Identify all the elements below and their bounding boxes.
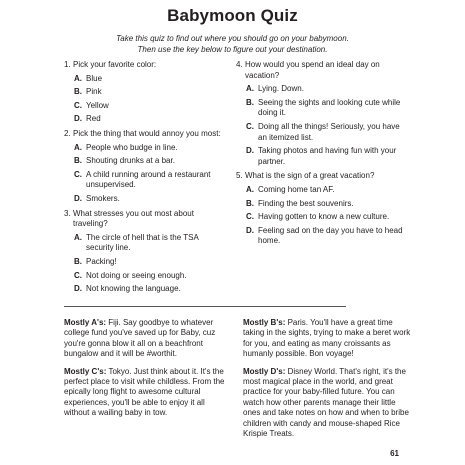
- answer-option: [74, 284, 224, 295]
- option-text: Smokers.: [86, 193, 120, 203]
- option-letter: A.: [74, 73, 82, 83]
- answer-option: [74, 194, 224, 205]
- key-text: Fiji. Say goodbye to whatever college fund you've saved up for Baby, cuz you're gonna blow it all on a beachfront bungalow and it will be #worthit.: [64, 318, 216, 359]
- questions-right-column: [236, 60, 408, 251]
- option-letter: C.: [246, 121, 254, 131]
- key-mostly-d: [243, 367, 411, 440]
- question-text: Pick your favorite color:: [73, 60, 157, 69]
- key-label: Mostly B's:: [243, 318, 286, 327]
- option-text: Not knowing the language.: [86, 284, 181, 294]
- answer-option: [74, 170, 224, 191]
- answer-option: [74, 74, 224, 85]
- question-4: [236, 60, 408, 167]
- option-text: Feeling sad on the day you have to head home.: [258, 225, 403, 246]
- answer-option: [74, 101, 224, 112]
- option-letter: D.: [74, 284, 82, 294]
- answer-option: [246, 199, 408, 210]
- key-mostly-b: [243, 318, 411, 360]
- option-text: People who budge in line.: [86, 142, 178, 152]
- key-label: Mostly A's:: [64, 318, 107, 327]
- question-number: 5.: [236, 171, 243, 181]
- question-text: Pick the thing that would annoy you most:: [73, 128, 221, 138]
- option-text: Having gotten to know a new culture.: [258, 212, 390, 222]
- question-number: 4.: [236, 60, 243, 69]
- question-2: [64, 129, 224, 205]
- answer-option: [246, 84, 408, 95]
- answer-option: [246, 226, 408, 247]
- quiz-intro: [40, 33, 425, 55]
- option-letter: C.: [246, 212, 254, 222]
- option-letter: B.: [246, 198, 254, 208]
- option-letter: C.: [74, 270, 82, 280]
- option-letter: A.: [246, 184, 254, 194]
- option-text: Not doing or seeing enough.: [86, 270, 187, 280]
- question-number: 3.: [64, 208, 71, 218]
- option-text: A child running around a restaurant unsupervised.: [86, 169, 211, 190]
- questions-left-column: [64, 60, 224, 299]
- answer-key-right: [243, 318, 411, 446]
- answer-option: [74, 257, 224, 268]
- key-text: Disney World. That's right, it's the most magical place in the world, and great practice for your baby-filled future. You can watch how other parents manage their little ones and take notes on how and when to bribe children with candy and mouse-shaped Rice Krispie Treats.: [243, 366, 409, 439]
- question-text: What is the sign of a great vacation?: [245, 171, 375, 181]
- answer-option: [246, 122, 408, 143]
- answer-option: [246, 146, 408, 167]
- answer-option: [246, 212, 408, 223]
- option-letter: D.: [74, 114, 82, 124]
- answer-option: [74, 87, 224, 98]
- key-mostly-a: [64, 318, 232, 360]
- answer-option: [74, 143, 224, 154]
- key-text: Paris. You'll have a great time taking in the sights, trying to make a beret work for you, and eating as many croissants as humanly possible. Bon voyage!: [243, 318, 411, 359]
- option-text: Lying. Down.: [258, 84, 304, 94]
- option-letter: B.: [74, 156, 82, 166]
- question-number: 2.: [64, 128, 71, 138]
- option-text: Finding the best souvenirs.: [258, 198, 354, 208]
- answer-option: [246, 185, 408, 196]
- question-text: What stresses you out most about traveling?: [73, 208, 194, 229]
- page-number: 61: [390, 449, 399, 458]
- option-letter: B.: [74, 256, 82, 266]
- question-number: 1.: [64, 60, 71, 69]
- option-text: Coming home tan AF.: [258, 184, 335, 194]
- answer-option: [74, 156, 224, 167]
- question-1: [64, 60, 224, 125]
- page-title: Babymoon Quiz: [167, 6, 298, 25]
- option-text: Pink: [86, 87, 102, 97]
- question-3: [64, 209, 224, 295]
- option-letter: C.: [74, 100, 82, 110]
- answer-option: [74, 233, 224, 254]
- option-text: The circle of hell that is the TSA security line.: [86, 232, 199, 253]
- option-text: Taking photos and having fun with your partner.: [258, 146, 397, 166]
- option-text: Red: [86, 114, 101, 124]
- option-letter: A.: [74, 142, 82, 152]
- option-text: Yellow: [86, 100, 109, 110]
- option-text: Packing!: [86, 256, 117, 266]
- option-letter: D.: [74, 193, 82, 203]
- option-letter: B.: [74, 87, 82, 97]
- option-letter: B.: [246, 97, 254, 107]
- option-letter: D.: [246, 225, 254, 235]
- answer-key-left: [64, 318, 232, 426]
- question-text: How would you spend an ideal day on vacation?: [245, 60, 380, 80]
- option-letter: A.: [246, 84, 254, 94]
- key-label: Mostly C's:: [64, 366, 107, 376]
- key-text: Tokyo. Just think about it. It's the perfect place to visit while childless. From the epically long flight to awesome cultural experiences, you'll be able to enjoy it all without a wailing baby in tow.: [64, 366, 225, 418]
- intro-line-1: Take this quiz to find out where you should go on your babymoon.: [116, 34, 349, 43]
- option-letter: D.: [246, 146, 254, 156]
- option-letter: C.: [74, 169, 82, 179]
- answer-option: [246, 98, 408, 119]
- option-text: Doing all the things! Seriously, you have an itemized list.: [258, 121, 400, 142]
- option-text: Blue: [86, 73, 103, 83]
- answer-option: [74, 114, 224, 125]
- option-letter: A.: [74, 232, 82, 242]
- section-divider: [64, 306, 346, 307]
- answer-option: [74, 271, 224, 282]
- option-text: Seeing the sights and looking cute while doing it.: [258, 97, 401, 118]
- option-text: Shouting drunks at a bar.: [86, 156, 175, 166]
- question-5: [236, 171, 408, 247]
- key-label: Mostly D's:: [243, 366, 286, 376]
- key-mostly-c: [64, 367, 232, 419]
- intro-line-2: Then use the key below to figure out your destination.: [137, 45, 328, 54]
